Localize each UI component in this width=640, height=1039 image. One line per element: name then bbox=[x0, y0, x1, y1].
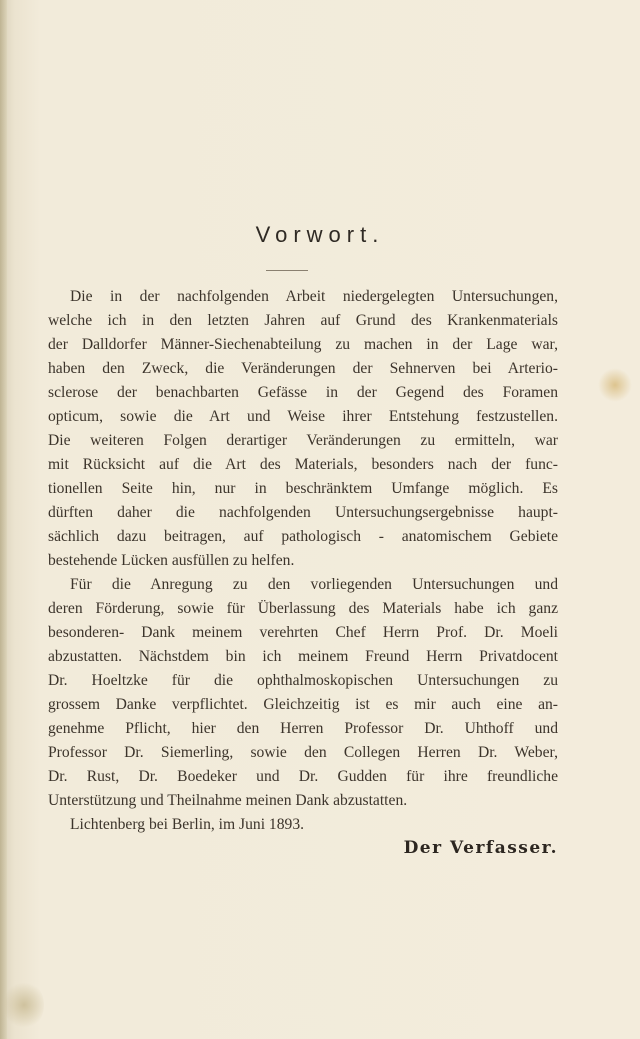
text-line: Die weiteren Folgen derartiger Veränderungen zu ermitteln, war bbox=[48, 432, 558, 449]
page-title: Vorwort. bbox=[255, 222, 385, 247]
text-line: sclerose der benachbarten Gefässe in der Gegend des Foramen bbox=[48, 384, 558, 401]
text-line: besonderen- Dank meinem verehrten Chef Herrn Prof. Dr. Moeli bbox=[48, 624, 558, 641]
title-divider bbox=[266, 270, 308, 271]
text-line: der Dalldorfer Männer-Siechenabteilung zu machen in der Lage war, bbox=[48, 336, 558, 353]
text-line: haben den Zweck, die Veränderungen der Sehnerven bei Arterio- bbox=[48, 360, 558, 377]
text-line: genehme Pflicht, hier den Herren Professor Dr. Uhthoff und bbox=[48, 720, 558, 737]
text-line: abzustatten. Nächstdem bin ich meinem Freund Herrn Privatdocent bbox=[48, 648, 558, 665]
place-date-line: Lichtenberg bei Berlin, im Juni 1893. bbox=[70, 816, 305, 833]
text-line: Unterstützung und Theilnahme meinen Dank abzustatten. bbox=[48, 792, 408, 809]
text-line: grossem Danke verpflichtet. Gleichzeitig ist es mir auch eine an- bbox=[48, 696, 558, 713]
text-line: welche ich in den letzten Jahren auf Grund des Krankenmaterials bbox=[48, 312, 558, 329]
text-line: Dr. Hoeltzke für die ophthalmoskopischen Untersuchungen zu bbox=[48, 672, 558, 689]
text-line: deren Förderung, sowie für Überlassung des Materials habe ich ganz bbox=[48, 600, 558, 617]
text-line: mit Rücksicht auf die Art des Materials, besonders nach der func- bbox=[48, 456, 558, 473]
text-line: Die in der nachfolgenden Arbeit niedergelegten Untersuchungen, bbox=[70, 288, 558, 305]
text-line: Für die Anregung zu den vorliegenden Untersuchungen und bbox=[70, 576, 558, 593]
text-line: Dr. Rust, Dr. Boedeker und Dr. Gudden für ihre freundliche bbox=[48, 768, 558, 785]
signature: Der Verfasser. bbox=[403, 838, 558, 858]
text-line: Professor Dr. Siemerling, sowie den Collegen Herren Dr. Weber, bbox=[48, 744, 558, 761]
text-line: bestehende Lücken ausfüllen zu helfen. bbox=[48, 552, 295, 569]
text-line: opticum, sowie die Art und Weise ihrer Entstehung festzustellen. bbox=[48, 408, 558, 425]
text-line: sächlich dazu beitragen, auf pathologisch - anatomischem Gebiete bbox=[48, 528, 558, 545]
text-line: tionellen Seite hin, nur in beschränktem Umfange möglich. Es bbox=[48, 480, 558, 497]
text-line: dürften daher die nachfolgenden Untersuchungsergebnisse haupt- bbox=[48, 504, 558, 521]
